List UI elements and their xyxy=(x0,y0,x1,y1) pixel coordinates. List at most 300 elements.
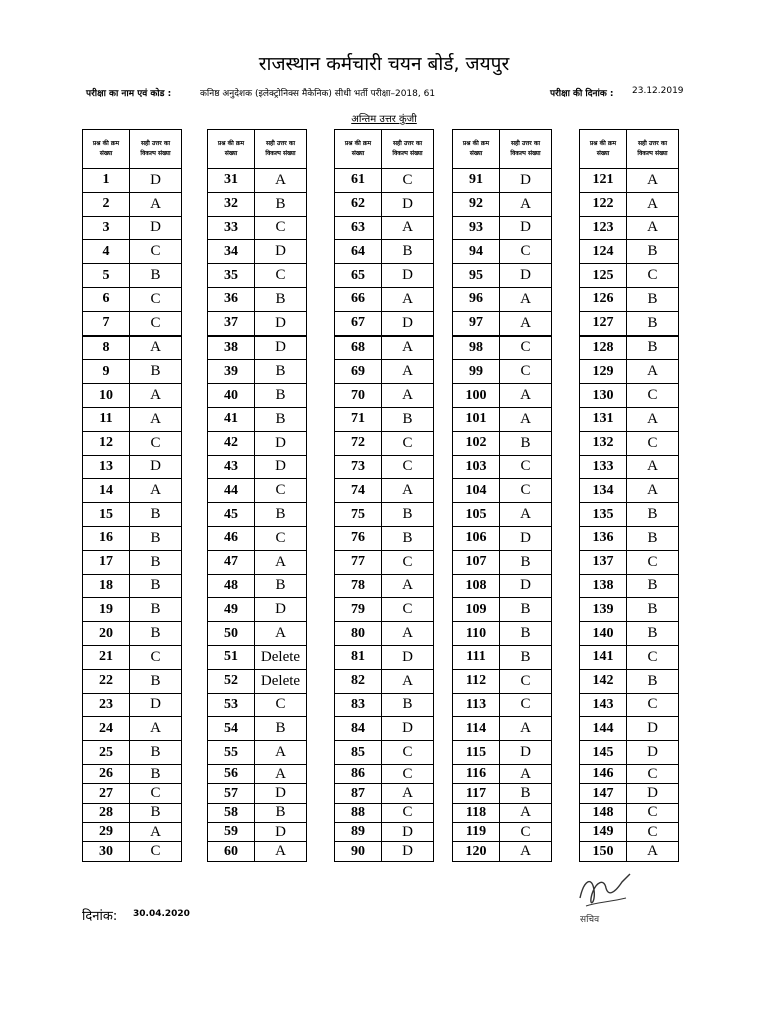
question-number: 29 xyxy=(83,823,130,842)
table-row xyxy=(580,336,679,360)
question-number: 59 xyxy=(208,823,255,842)
question-number: 72 xyxy=(335,431,382,455)
question-number: 23 xyxy=(83,693,130,717)
table-row xyxy=(208,431,307,455)
question-number: 120 xyxy=(453,842,500,861)
answer-option: D xyxy=(382,264,434,288)
answer-option: A xyxy=(255,741,307,765)
table-row xyxy=(580,717,679,741)
answer-option: C xyxy=(627,823,679,842)
question-number: 127 xyxy=(580,311,627,335)
answer-option: A xyxy=(255,550,307,574)
question-number: 38 xyxy=(208,336,255,360)
answer-option: A xyxy=(500,764,552,783)
question-number: 124 xyxy=(580,240,627,264)
answer-option: B xyxy=(255,287,307,311)
question-number: 118 xyxy=(453,803,500,822)
question-number: 100 xyxy=(453,384,500,408)
answer-option: C xyxy=(382,741,434,765)
answer-option: B xyxy=(255,503,307,527)
question-number: 86 xyxy=(335,764,382,783)
table-row xyxy=(453,503,552,527)
answer-option: C xyxy=(255,216,307,240)
question-number: 49 xyxy=(208,598,255,622)
answer-option: D xyxy=(255,598,307,622)
correct-answer-header: सही उत्तर का विकल्प संख्या xyxy=(627,130,679,169)
table-row xyxy=(580,842,679,861)
question-number: 130 xyxy=(580,384,627,408)
table-row xyxy=(208,550,307,574)
table-row xyxy=(453,741,552,765)
question-number: 62 xyxy=(335,192,382,216)
table-row xyxy=(83,216,182,240)
question-number: 111 xyxy=(453,645,500,669)
question-number: 39 xyxy=(208,360,255,384)
answer-option: C xyxy=(627,693,679,717)
answer-key-subtitle: अन्तिम उत्तर कुंजी xyxy=(351,114,417,125)
table-row xyxy=(208,669,307,693)
answer-option: A xyxy=(130,336,182,360)
correct-answer-header: सही उत्तर का विकल्प संख्या xyxy=(500,130,552,169)
answer-option: B xyxy=(255,574,307,598)
question-number: 26 xyxy=(83,764,130,783)
answer-option: D xyxy=(255,240,307,264)
question-number: 149 xyxy=(580,823,627,842)
question-number: 115 xyxy=(453,741,500,765)
answer-option: C xyxy=(130,287,182,311)
question-number: 135 xyxy=(580,503,627,527)
question-number: 27 xyxy=(83,784,130,803)
answer-table-3 xyxy=(334,129,434,862)
answer-option: D xyxy=(500,574,552,598)
exam-name-value: कनिष्ठ अनुदेशक (इलेक्ट्रोनिक्स मैकेनिक) सीधी भर्ती परीक्षा–2018, 61 xyxy=(200,89,436,99)
table-row xyxy=(453,526,552,550)
table-row xyxy=(580,764,679,783)
answer-option: C xyxy=(255,264,307,288)
table-row xyxy=(580,574,679,598)
answer-option: B xyxy=(382,526,434,550)
question-number: 16 xyxy=(83,526,130,550)
answer-option: A xyxy=(500,311,552,335)
table-row xyxy=(83,311,182,335)
answer-option: D xyxy=(255,823,307,842)
question-number: 53 xyxy=(208,693,255,717)
answer-option: B xyxy=(627,622,679,646)
table-row xyxy=(83,823,182,842)
question-number: 60 xyxy=(208,842,255,861)
table-row xyxy=(83,287,182,311)
question-number: 140 xyxy=(580,622,627,646)
table-row xyxy=(580,823,679,842)
answer-option: A xyxy=(500,407,552,431)
table-row xyxy=(580,169,679,193)
question-number: 95 xyxy=(453,264,500,288)
question-number: 81 xyxy=(335,645,382,669)
question-number: 56 xyxy=(208,764,255,783)
answer-option: C xyxy=(500,360,552,384)
question-number-header: प्रश्न की क्रम संख्या xyxy=(208,130,255,169)
answer-option: D xyxy=(627,784,679,803)
table-row xyxy=(453,764,552,783)
question-number: 42 xyxy=(208,431,255,455)
table-row xyxy=(580,741,679,765)
answer-option: C xyxy=(500,823,552,842)
question-number: 139 xyxy=(580,598,627,622)
answer-option: C xyxy=(382,598,434,622)
answer-option: D xyxy=(500,526,552,550)
answer-option: B xyxy=(500,598,552,622)
question-number: 136 xyxy=(580,526,627,550)
question-number: 82 xyxy=(335,669,382,693)
question-number: 143 xyxy=(580,693,627,717)
answer-option: A xyxy=(627,407,679,431)
table-row xyxy=(208,192,307,216)
question-number: 50 xyxy=(208,622,255,646)
table-row xyxy=(83,407,182,431)
question-number: 92 xyxy=(453,192,500,216)
question-number: 73 xyxy=(335,455,382,479)
question-number: 99 xyxy=(453,360,500,384)
answer-option: B xyxy=(130,550,182,574)
answer-option: C xyxy=(130,431,182,455)
table-row xyxy=(335,287,434,311)
question-number: 83 xyxy=(335,693,382,717)
table-row xyxy=(83,240,182,264)
question-number: 35 xyxy=(208,264,255,288)
answer-option: B xyxy=(130,741,182,765)
table-row xyxy=(580,669,679,693)
table-row xyxy=(83,693,182,717)
answer-option: B xyxy=(627,240,679,264)
answer-option: A xyxy=(627,842,679,861)
question-number: 5 xyxy=(83,264,130,288)
table-row xyxy=(580,192,679,216)
answer-option: B xyxy=(255,803,307,822)
question-number: 134 xyxy=(580,479,627,503)
table-row xyxy=(453,574,552,598)
table-row xyxy=(208,784,307,803)
question-number: 133 xyxy=(580,455,627,479)
table-row xyxy=(208,645,307,669)
question-number: 150 xyxy=(580,842,627,861)
question-number: 105 xyxy=(453,503,500,527)
answer-option: B xyxy=(130,503,182,527)
question-number: 20 xyxy=(83,622,130,646)
question-number: 71 xyxy=(335,407,382,431)
answer-option: D xyxy=(255,431,307,455)
table-row xyxy=(453,240,552,264)
table-row xyxy=(83,384,182,408)
answer-option: C xyxy=(500,240,552,264)
answer-table-1 xyxy=(82,129,182,862)
table-row xyxy=(453,669,552,693)
table-row xyxy=(208,598,307,622)
answer-option: D xyxy=(130,693,182,717)
question-number: 40 xyxy=(208,384,255,408)
question-number: 119 xyxy=(453,823,500,842)
table-row xyxy=(580,803,679,822)
answer-option: B xyxy=(627,669,679,693)
table-row xyxy=(83,526,182,550)
question-number-header: प्रश्न की क्रम संख्या xyxy=(83,130,130,169)
answer-option: C xyxy=(627,384,679,408)
answer-option: A xyxy=(255,169,307,193)
question-number: 61 xyxy=(335,169,382,193)
table-row xyxy=(580,598,679,622)
answer-option: D xyxy=(382,823,434,842)
answer-option: D xyxy=(130,455,182,479)
question-number: 146 xyxy=(580,764,627,783)
question-number: 57 xyxy=(208,784,255,803)
question-number: 9 xyxy=(83,360,130,384)
answer-option: D xyxy=(500,741,552,765)
answer-option: C xyxy=(255,693,307,717)
answer-option: B xyxy=(500,622,552,646)
table-row xyxy=(83,669,182,693)
answer-option: B xyxy=(500,431,552,455)
question-number: 77 xyxy=(335,550,382,574)
question-number: 107 xyxy=(453,550,500,574)
answer-option: B xyxy=(627,598,679,622)
table-row xyxy=(83,264,182,288)
answer-option: A xyxy=(500,192,552,216)
table-row xyxy=(453,407,552,431)
answer-option: A xyxy=(130,823,182,842)
answer-option: D xyxy=(382,842,434,861)
table-row xyxy=(580,287,679,311)
table-row xyxy=(208,455,307,479)
table-row xyxy=(335,550,434,574)
question-number: 1 xyxy=(83,169,130,193)
answer-option: B xyxy=(130,622,182,646)
answer-option: B xyxy=(130,264,182,288)
table-row xyxy=(83,479,182,503)
question-number: 18 xyxy=(83,574,130,598)
question-number: 25 xyxy=(83,741,130,765)
question-number: 101 xyxy=(453,407,500,431)
table-row xyxy=(580,455,679,479)
table-row xyxy=(83,169,182,193)
table-row xyxy=(335,526,434,550)
table-row xyxy=(208,479,307,503)
question-number: 88 xyxy=(335,803,382,822)
answer-option: C xyxy=(627,431,679,455)
table-row xyxy=(208,803,307,822)
question-number: 65 xyxy=(335,264,382,288)
question-number: 33 xyxy=(208,216,255,240)
answer-option: C xyxy=(382,455,434,479)
question-number: 36 xyxy=(208,287,255,311)
question-number: 126 xyxy=(580,287,627,311)
answer-option: A xyxy=(382,216,434,240)
answer-option: A xyxy=(130,717,182,741)
question-number: 121 xyxy=(580,169,627,193)
answer-option: B xyxy=(382,240,434,264)
answer-option: C xyxy=(255,526,307,550)
answer-option: C xyxy=(627,645,679,669)
answer-option: D xyxy=(255,455,307,479)
table-row xyxy=(208,764,307,783)
table-row xyxy=(208,741,307,765)
answer-option: B xyxy=(130,764,182,783)
question-number: 112 xyxy=(453,669,500,693)
question-number: 103 xyxy=(453,455,500,479)
table-row xyxy=(453,264,552,288)
table-row xyxy=(335,717,434,741)
answer-option: C xyxy=(627,550,679,574)
table-row xyxy=(208,717,307,741)
question-number: 69 xyxy=(335,360,382,384)
question-number-header: प्रश्न की क्रम संख्या xyxy=(335,130,382,169)
answer-table-2 xyxy=(207,129,307,862)
table-row xyxy=(335,741,434,765)
question-number: 21 xyxy=(83,645,130,669)
question-number: 93 xyxy=(453,216,500,240)
table-row xyxy=(335,823,434,842)
table-row xyxy=(580,264,679,288)
question-number: 34 xyxy=(208,240,255,264)
question-number: 31 xyxy=(208,169,255,193)
question-number-header: प्रश्न की क्रम संख्या xyxy=(453,130,500,169)
answer-option: C xyxy=(382,169,434,193)
question-number: 109 xyxy=(453,598,500,622)
question-number: 148 xyxy=(580,803,627,822)
table-row xyxy=(580,360,679,384)
table-row xyxy=(335,384,434,408)
question-number: 41 xyxy=(208,407,255,431)
answer-option: C xyxy=(130,842,182,861)
answer-option: B xyxy=(627,336,679,360)
question-number: 110 xyxy=(453,622,500,646)
table-row xyxy=(208,384,307,408)
answer-option: B xyxy=(130,574,182,598)
answer-table-4 xyxy=(452,129,552,862)
table-row xyxy=(83,764,182,783)
table-row xyxy=(335,803,434,822)
answer-option: B xyxy=(627,311,679,335)
table-row xyxy=(83,431,182,455)
answer-option: B xyxy=(500,784,552,803)
table-row xyxy=(453,287,552,311)
table-row xyxy=(208,823,307,842)
answer-option: A xyxy=(382,287,434,311)
question-number: 114 xyxy=(453,717,500,741)
question-number: 19 xyxy=(83,598,130,622)
answer-option: A xyxy=(382,360,434,384)
question-number: 141 xyxy=(580,645,627,669)
answer-option: C xyxy=(627,803,679,822)
question-number: 94 xyxy=(453,240,500,264)
table-row xyxy=(453,455,552,479)
table-row xyxy=(580,550,679,574)
table-row xyxy=(453,645,552,669)
answer-table-5 xyxy=(579,129,679,862)
table-row xyxy=(83,784,182,803)
table-row xyxy=(335,669,434,693)
answer-option: A xyxy=(500,803,552,822)
table-row xyxy=(580,431,679,455)
table-row xyxy=(335,479,434,503)
table-row xyxy=(580,526,679,550)
question-number: 48 xyxy=(208,574,255,598)
question-number: 30 xyxy=(83,842,130,861)
question-number: 84 xyxy=(335,717,382,741)
table-row xyxy=(208,503,307,527)
question-number: 138 xyxy=(580,574,627,598)
question-number: 132 xyxy=(580,431,627,455)
table-row xyxy=(208,169,307,193)
table-row xyxy=(453,431,552,455)
table-row xyxy=(335,784,434,803)
table-row xyxy=(83,803,182,822)
question-number: 96 xyxy=(453,287,500,311)
question-number: 63 xyxy=(335,216,382,240)
question-number: 58 xyxy=(208,803,255,822)
question-number: 55 xyxy=(208,741,255,765)
table-row xyxy=(83,503,182,527)
table-row xyxy=(453,622,552,646)
question-number: 87 xyxy=(335,784,382,803)
answer-option: D xyxy=(130,169,182,193)
answer-option: B xyxy=(130,598,182,622)
answer-option: B xyxy=(255,407,307,431)
answer-option: C xyxy=(130,645,182,669)
table-row xyxy=(335,622,434,646)
table-row xyxy=(335,455,434,479)
table-row xyxy=(208,287,307,311)
question-number: 85 xyxy=(335,741,382,765)
answer-option: B xyxy=(500,645,552,669)
table-row xyxy=(580,784,679,803)
table-row xyxy=(580,240,679,264)
table-row xyxy=(453,693,552,717)
question-number: 14 xyxy=(83,479,130,503)
table-row xyxy=(83,842,182,861)
answer-option: B xyxy=(627,574,679,598)
question-number: 17 xyxy=(83,550,130,574)
answer-option: B xyxy=(130,526,182,550)
answer-option: B xyxy=(255,717,307,741)
table-row xyxy=(453,784,552,803)
answer-option: C xyxy=(255,479,307,503)
answer-option: A xyxy=(627,192,679,216)
question-number: 24 xyxy=(83,717,130,741)
table-row xyxy=(453,169,552,193)
table-row xyxy=(580,645,679,669)
table-row xyxy=(580,216,679,240)
answer-option: B xyxy=(130,803,182,822)
table-row xyxy=(335,360,434,384)
answer-option: C xyxy=(627,264,679,288)
answer-option: D xyxy=(130,216,182,240)
answer-option: D xyxy=(255,311,307,335)
question-number: 3 xyxy=(83,216,130,240)
answer-option: C xyxy=(500,479,552,503)
question-number: 68 xyxy=(335,336,382,360)
answer-option: D xyxy=(382,717,434,741)
correct-answer-header: सही उत्तर का विकल्प संख्या xyxy=(130,130,182,169)
signature-image xyxy=(570,868,640,916)
answer-option: D xyxy=(382,645,434,669)
question-number: 45 xyxy=(208,503,255,527)
answer-option: A xyxy=(627,216,679,240)
answer-option: A xyxy=(130,479,182,503)
question-number: 2 xyxy=(83,192,130,216)
table-row xyxy=(453,311,552,335)
question-number: 147 xyxy=(580,784,627,803)
signature-label: सचिव xyxy=(580,915,600,925)
table-row xyxy=(335,192,434,216)
